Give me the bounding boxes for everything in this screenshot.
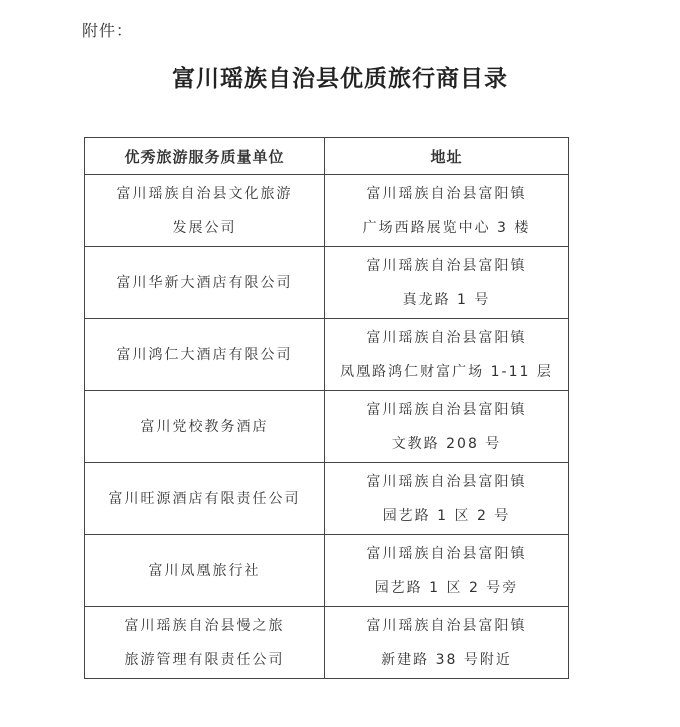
unit-cell bbox=[85, 319, 325, 391]
address-line: 富川瑶族自治县富阳镇 bbox=[366, 329, 527, 346]
document-title: 富川瑶族自治县优质旅行商目录 bbox=[172, 66, 508, 92]
unit-cell bbox=[85, 607, 325, 679]
travel-agency-table bbox=[84, 137, 569, 679]
address-cell bbox=[325, 607, 569, 679]
unit-line: 富川党校教务酒店 bbox=[140, 418, 269, 435]
table-row bbox=[85, 175, 569, 247]
table-header-row bbox=[85, 138, 569, 175]
address-cell bbox=[325, 247, 569, 319]
address-line: 园艺路 1 区 2 号旁 bbox=[374, 579, 519, 596]
unit-cell bbox=[85, 463, 325, 535]
unit-line: 发展公司 bbox=[172, 219, 237, 236]
attachment-label: 附件： bbox=[82, 21, 134, 40]
unit-line: 旅游管理有限责任公司 bbox=[124, 651, 285, 668]
unit-cell bbox=[85, 247, 325, 319]
table-row bbox=[85, 391, 569, 463]
unit-line: 富川凤凰旅行社 bbox=[148, 562, 261, 579]
unit-line: 富川鸿仁大酒店有限公司 bbox=[116, 346, 293, 363]
address-line: 文教路 208 号 bbox=[391, 435, 502, 452]
header-unit: 优秀旅游服务质量单位 bbox=[85, 138, 325, 175]
unit-cell bbox=[85, 391, 325, 463]
address-line: 富川瑶族自治县富阳镇 bbox=[366, 473, 527, 490]
unit-line: 富川华新大酒店有限公司 bbox=[116, 274, 293, 291]
table-row bbox=[85, 247, 569, 319]
address-line: 新建路 38 号附近 bbox=[381, 651, 512, 668]
address-line: 富川瑶族自治县富阳镇 bbox=[366, 401, 527, 418]
address-cell bbox=[325, 463, 569, 535]
table-row bbox=[85, 535, 569, 607]
address-line: 真龙路 1 号 bbox=[402, 291, 491, 308]
unit-cell bbox=[85, 175, 325, 247]
address-cell bbox=[325, 319, 569, 391]
address-line: 富川瑶族自治县富阳镇 bbox=[366, 545, 527, 562]
unit-line: 富川瑶族自治县文化旅游 bbox=[116, 185, 293, 202]
address-line: 园艺路 1 区 2 号 bbox=[382, 507, 511, 524]
address-line: 富川瑶族自治县富阳镇 bbox=[366, 257, 527, 274]
table-row bbox=[85, 607, 569, 679]
table-row bbox=[85, 463, 569, 535]
address-line: 凤凰路鸿仁财富广场 1-11 层 bbox=[340, 363, 553, 380]
table-row bbox=[85, 319, 569, 391]
address-cell bbox=[325, 535, 569, 607]
address-line: 富川瑶族自治县富阳镇 bbox=[366, 617, 527, 634]
unit-line: 富川瑶族自治县慢之旅 bbox=[124, 617, 285, 634]
header-address: 地址 bbox=[325, 138, 569, 175]
address-cell bbox=[325, 391, 569, 463]
address-line: 富川瑶族自治县富阳镇 bbox=[366, 185, 527, 202]
unit-cell bbox=[85, 535, 325, 607]
address-cell bbox=[325, 175, 569, 247]
unit-line: 富川旺源酒店有限责任公司 bbox=[108, 490, 301, 507]
address-line: 广场西路展览中心 3 楼 bbox=[362, 219, 531, 236]
